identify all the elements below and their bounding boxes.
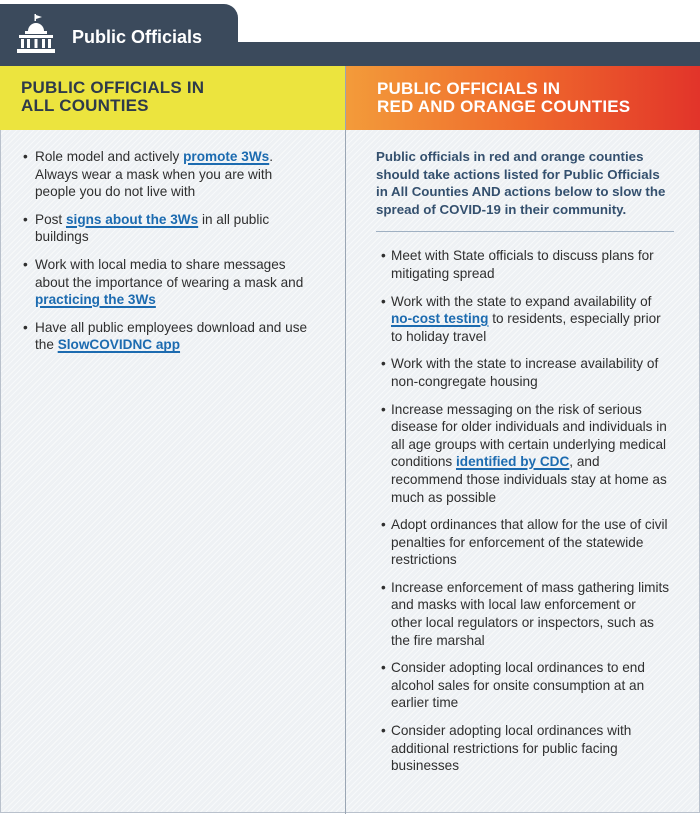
bullet-icon: • — [23, 149, 28, 164]
list-item — [381, 401, 670, 507]
item-text: Work with the state to increase availability of non-congregate housing — [391, 356, 659, 389]
item-text: Increase messaging on the risk of serious disease for older individuals and individuals in all age groups with certain underlying medical conditions — [391, 401, 667, 470]
left-bullet-list — [0, 130, 345, 354]
bullet-icon: • — [381, 293, 386, 309]
list-item — [381, 516, 670, 569]
list-item — [381, 293, 670, 346]
item-text: in all public buildings — [35, 211, 270, 245]
bullet-icon: • — [23, 319, 28, 335]
item-text: Post — [35, 211, 66, 227]
item-text: Consider adopting local ordinances with additional restrictions for public facing businesses — [391, 723, 632, 774]
item-text: to residents, especially prior to holiday travel — [391, 311, 661, 344]
list-item — [23, 319, 315, 354]
bullet-icon: • — [23, 256, 28, 272]
item-text: Meet with State officials to discuss plans for mitigating spread — [391, 248, 654, 281]
promote-3ws-link[interactable]: promote 3Ws — [183, 149, 270, 164]
bullet-icon: • — [381, 356, 386, 372]
item-text: , and recommend those individuals stay at home as much as possible — [391, 454, 667, 505]
intro-text: Public officials in red and orange counties should take actions listed for Public Officials in All Counties AND actions below to slow the spread of COVID-19 in their community. — [376, 149, 666, 217]
list-item — [23, 211, 315, 246]
identified-by-cdc-link[interactable]: identified by CDC — [456, 454, 570, 470]
right-heading-line2: RED AND ORANGE COUNTIES — [377, 97, 631, 116]
left-column — [0, 130, 345, 364]
right-bullet-list — [346, 247, 700, 774]
section-divider — [376, 231, 674, 232]
bullet-icon: • — [381, 660, 386, 676]
bullet-icon: • — [381, 248, 386, 264]
list-item — [381, 355, 670, 390]
list-item — [381, 579, 670, 649]
bullet-icon: • — [381, 723, 386, 739]
list-item — [381, 247, 670, 282]
right-column — [346, 130, 700, 785]
right-column-heading — [346, 66, 700, 130]
list-item — [381, 659, 670, 712]
item-text: Adopt ordinances that allow for the use of civil penalties for enforcement of the statewide restrictions — [391, 517, 668, 568]
left-heading-line2: ALL COUNTIES — [21, 96, 149, 115]
item-text: Work with the state to expand availability of — [391, 293, 652, 309]
bullet-icon: • — [381, 579, 386, 595]
capitol-building-icon — [14, 12, 58, 56]
item-text: Role model and actively — [35, 149, 184, 164]
list-item — [23, 256, 315, 309]
item-text: Increase enforcement of mass gathering limits and masks with local law enforcement or other local regulators or inspectors, such as the fire marshal — [391, 579, 670, 648]
item-text: Consider adopting local ordinances to end alcohol sales for onsite consumption at an earlier time — [391, 660, 645, 711]
bullet-icon: • — [23, 211, 28, 227]
signs-3ws-link[interactable]: signs about the 3Ws — [65, 211, 199, 227]
item-text: Work with local media to share messages about the importance of wearing a mask and — [35, 256, 304, 290]
item-text: Have all public employees download and use the — [35, 319, 308, 353]
item-text: . Always wear a mask when you are with people you do not live with — [35, 149, 273, 200]
left-heading-line1: PUBLIC OFFICIALS IN — [21, 78, 205, 97]
list-item — [381, 722, 670, 775]
right-heading-line1: PUBLIC OFFICIALS IN — [377, 79, 561, 98]
page-title: Public Officials — [72, 27, 203, 47]
left-column-heading — [0, 66, 345, 130]
slowcovidnc-app-link[interactable]: SlowCOVIDNC app — [57, 337, 181, 353]
no-cost-testing-link[interactable]: no-cost testing — [391, 311, 489, 327]
bullet-icon: • — [381, 517, 386, 533]
practicing-3ws-link[interactable]: practicing the 3Ws — [35, 292, 156, 308]
list-item — [23, 148, 315, 201]
bullet-icon: • — [381, 401, 386, 417]
